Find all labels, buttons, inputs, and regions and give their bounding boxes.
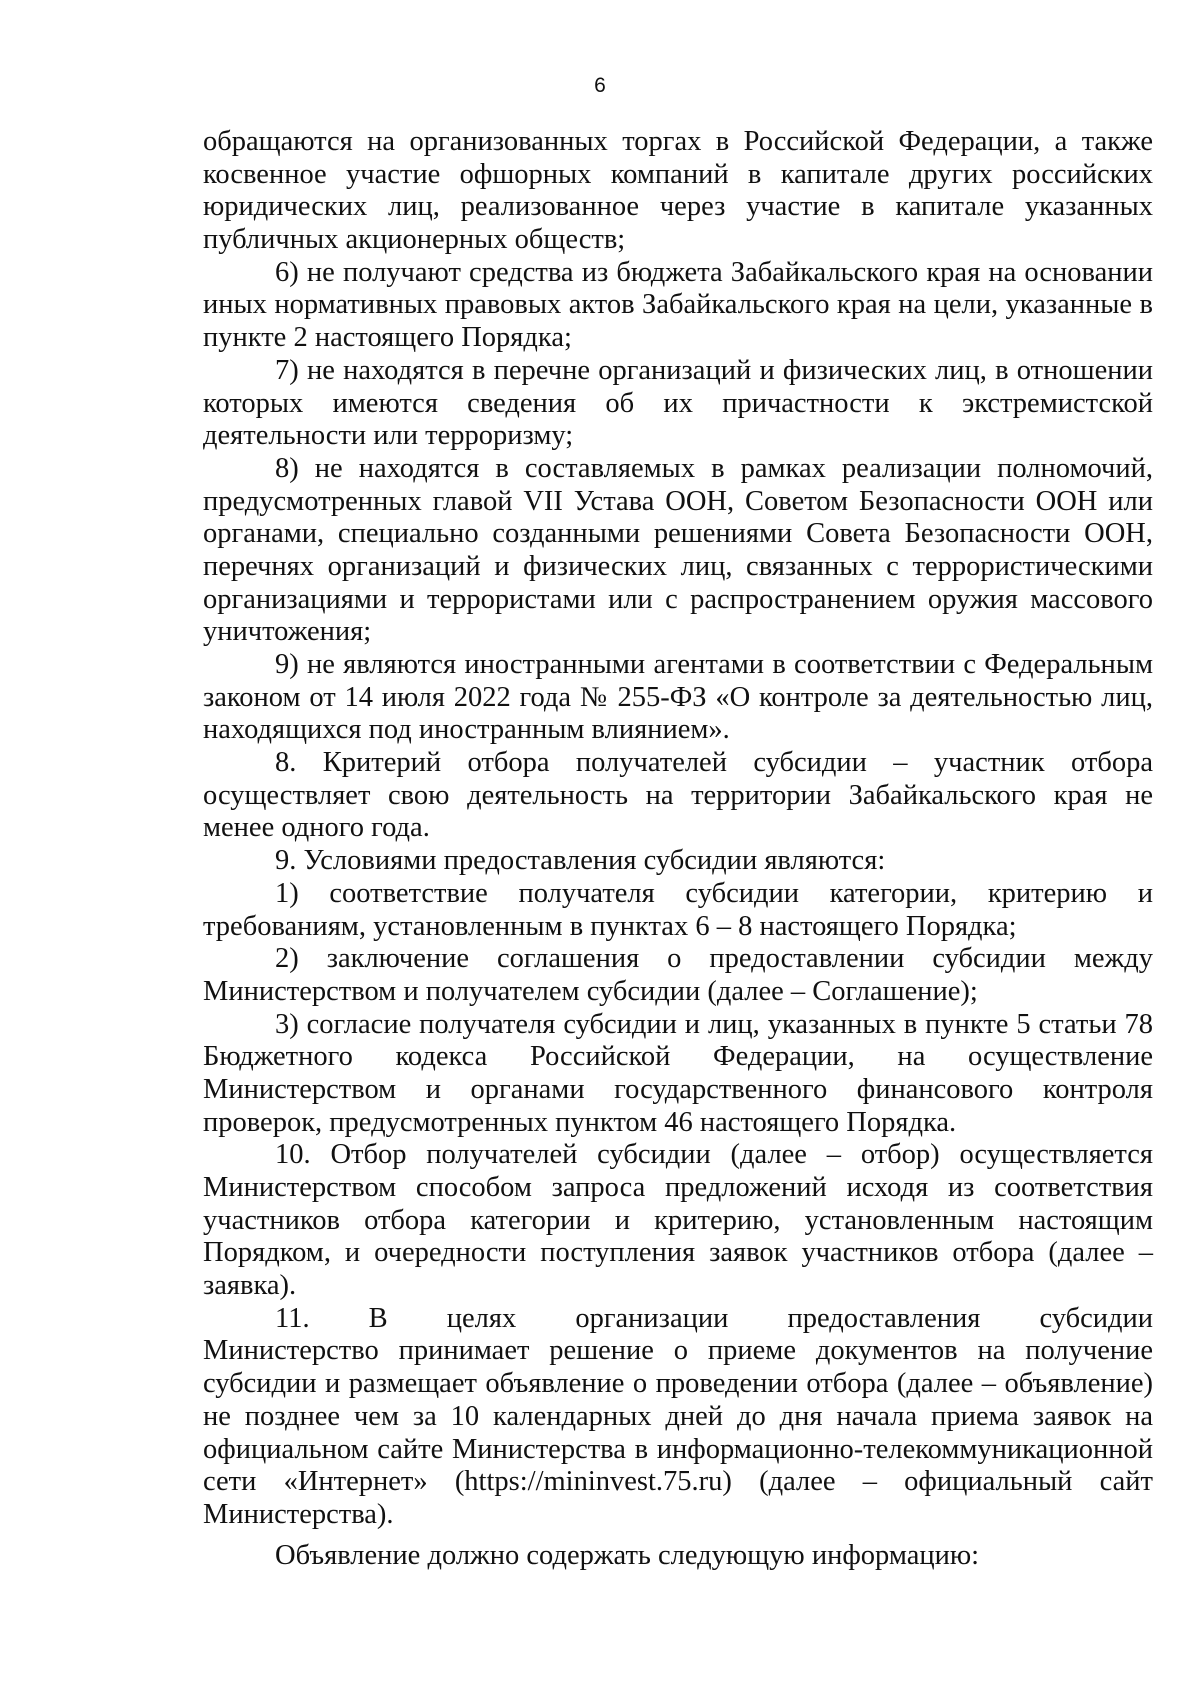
paragraph-start-line: 7) не находятся в перечне организаций и физических лиц, в отношении <box>275 354 1153 386</box>
text-line: предусмотренных главой VII Устава ООН, Советом Безопасности ООН или <box>203 485 1153 517</box>
text-line: требованиям, установленным в пунктах 6 – 8 настоящего Порядка; <box>203 910 1017 942</box>
text-line: иных нормативных правовых актов Забайкальского края на цели, указанные в <box>203 289 1153 321</box>
paragraph-start-line: 1) соответствие получателя субсидии категории, критерию и <box>275 877 1153 909</box>
text-line: пункте 2 настоящего Порядка; <box>203 322 572 354</box>
text-line: косвенное участие офшорных компаний в капитале других российских <box>203 158 1153 190</box>
paragraph-start-line: Объявление должно содержать следующую информацию: <box>275 1539 980 1571</box>
text-line: Министерством способом запроса предложений исходя из соответствия <box>203 1172 1153 1203</box>
text-line: уничтожения; <box>203 616 372 648</box>
paragraph-start-line: 3) согласие получателя субсидии и лиц, указанных в пункте 5 статьи 78 <box>275 1008 1153 1040</box>
text-line: менее одного года. <box>203 812 430 844</box>
text-line: осуществляет свою деятельность на территории Забайкальского края не <box>203 779 1153 811</box>
paragraph-start-line: 9. Условиями предоставления субсидии являются: <box>275 845 886 877</box>
text-line: которых имеются сведения об их причастности к экстремистской <box>203 387 1153 419</box>
text-line: Министерство принимает решение о приеме документов на получение <box>203 1335 1153 1367</box>
text-line: официальном сайте Министерства в информационно-телекоммуникационной <box>203 1433 1153 1465</box>
text-line: публичных акционерных обществ; <box>203 224 626 256</box>
document-body <box>203 126 1153 1572</box>
text-line: Министерством и органами государственного финансового контроля <box>203 1073 1153 1105</box>
text-line: не позднее чем за 10 календарных дней до дня начала приема заявок на <box>203 1400 1153 1432</box>
text-line: сети «Интернет» (https://mininvest.75.ru) (далее – официальный сайт <box>203 1466 1153 1498</box>
text-line: перечнях организаций и физических лиц, связанных с террористическими <box>203 550 1153 582</box>
text-line: органами, специально созданными решениями Совета Безопасности ООН, <box>203 518 1153 550</box>
text-line: Бюджетного кодекса Российской Федерации, на осуществление <box>203 1041 1153 1073</box>
text-line: деятельности или терроризму; <box>203 420 574 452</box>
text-line: Порядком, и очередности поступления заявок участников отбора (далее – <box>203 1237 1153 1269</box>
text-line: заявка). <box>203 1270 297 1302</box>
paragraph-start-line: 6) не получают средства из бюджета Забайкальского края на основании <box>275 256 1153 288</box>
text-line: проверок, предусмотренных пунктом 46 настоящего Порядка. <box>203 1106 957 1138</box>
paragraph-start-line: 11. В целях организации предоставления субсидии <box>275 1302 1153 1334</box>
page-number: 6 <box>594 74 606 97</box>
text-line: субсидии и размещает объявление о проведении отбора (далее – объявление) <box>203 1368 1153 1400</box>
text-line: находящихся под иностранным влиянием». <box>203 714 730 746</box>
paragraph-start-line: 9) не являются иностранными агентами в соответствии с Федеральным <box>275 649 1153 680</box>
paragraph-start-line: 2) заключение соглашения о предоставлении субсидии между <box>275 943 1153 975</box>
text-line: организациями и террористами или с распространением оружия массового <box>203 583 1153 615</box>
paragraph-start-line: 8) не находятся в составляемых в рамках реализации полномочий, <box>275 452 1153 484</box>
text-line: Министерством и получателем субсидии (далее – Соглашение); <box>203 975 978 1007</box>
text-line: Министерства). <box>203 1498 394 1530</box>
text-line: законом от 14 июля 2022 года № 255-ФЗ «О контроле за деятельностью лиц, <box>203 681 1153 713</box>
text-line: обращаются на организованных торгах в Российской Федерации, а также <box>203 126 1153 157</box>
paragraph-start-line: 10. Отбор получателей субсидии (далее – отбор) осуществляется <box>275 1139 1153 1171</box>
text-line: участников отбора категории и критерию, установленным настоящим <box>203 1204 1153 1236</box>
text-line: юридических лиц, реализованное через участие в капитале указанных <box>203 191 1153 223</box>
paragraph-start-line: 8. Критерий отбора получателей субсидии – участник отбора <box>275 747 1153 779</box>
